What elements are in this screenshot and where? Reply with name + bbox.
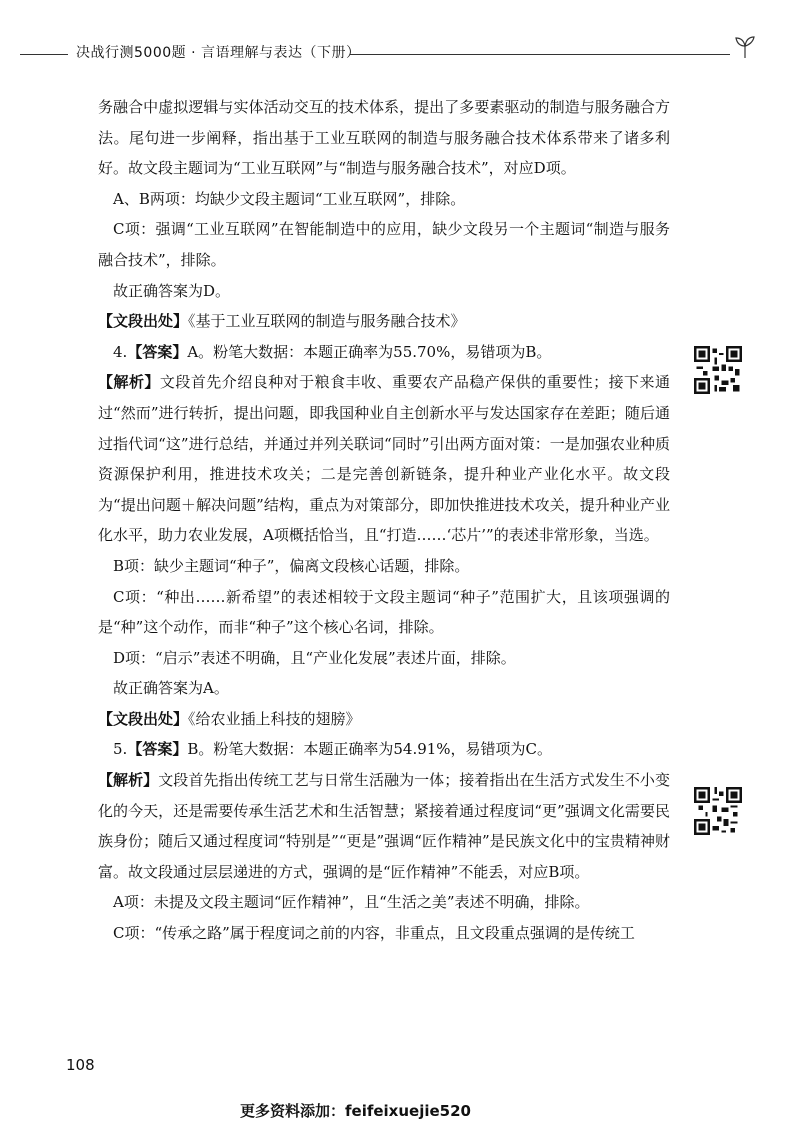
analysis-tag: 【解析】	[98, 373, 160, 392]
footer-promo: 更多资料添加：feifeixuejie520	[240, 1102, 471, 1120]
source-line	[98, 704, 670, 735]
sprout-icon	[732, 34, 758, 60]
running-header	[10, 40, 750, 70]
source-tag: 【文段出处】	[98, 709, 189, 728]
analysis-paragraph	[98, 765, 670, 887]
answer-text: A。粉笔大数据：本题正确率为55.70%，易错项为B。	[187, 342, 552, 361]
question-number: 5.	[113, 740, 128, 759]
paragraph: D项：“启示”表述不明确，且“产业化发展”表述片面，排除。	[113, 648, 516, 667]
question-number: 4.	[113, 342, 128, 361]
qr-code-icon[interactable]	[694, 346, 742, 394]
answer-tag: 【答案】	[127, 740, 188, 759]
paragraph: C项：强调“工业互联网”在智能制造中的应用，缺少文段另一个主题词“制造与服务融合技术”，排除。	[98, 220, 670, 269]
source-text: 《基于工业互联网的制造与服务融合技术》	[188, 312, 466, 331]
page-number: 108	[66, 1056, 95, 1074]
paragraph: B项：缺少主题词“种子”，偏离文段核心话题，排除。	[113, 556, 470, 575]
paragraph: 故正确答案为D。	[113, 281, 231, 300]
paragraph: C项：“传承之路”属于程度词之前的内容，非重点，且文段重点强调的是传统工	[113, 924, 635, 943]
paragraph: C项：“种出……新希望”的表述相较于文段主题词“种子”范围扩大，且该项强调的是“种”这个动作，而非“种子”这个核心名词，排除。	[98, 587, 670, 637]
source-line	[98, 306, 670, 337]
analysis-tag: 【解析】	[98, 771, 159, 790]
qr-code-icon[interactable]	[694, 787, 742, 835]
answer-tag: 【答案】	[127, 342, 188, 361]
analysis-text: 文段首先介绍良种对于粮食丰收、重要农产品稳产保供的重要性；接下来通过“然而”进行转折，提出问题，即我国种业自主创新水平与发达国家存在差距；随后通过指代词“这”进行总结，并通过并列关联词“同时”引出两方面对策：一是加强农业种质资源保护利用，推进技术攻关；二是完善创新链条，提升种业产业化水平。故文段为“提出问题＋解决问题”结构，重点为对策部分，即加快推进技术攻关，提升种业产业化水平，助力农业发展，A项概括恰当，且“打造……‘芯片’”的表述非常形象，当选。	[98, 373, 670, 545]
book-title: 决战行测5000题 · 言语理解与表达（下册）	[76, 45, 361, 61]
answer-line	[98, 734, 670, 765]
paragraph: A、B两项：均缺少文段主题词“工业互联网”，排除。	[113, 189, 466, 208]
paragraph: 故正确答案为A。	[113, 679, 229, 698]
header-rule-right	[350, 54, 730, 55]
source-text: 《给农业插上科技的翅膀》	[188, 709, 361, 728]
source-tag: 【文段出处】	[98, 312, 189, 331]
paragraph: 务融合中虚拟逻辑与实体活动交互的技术体系，提出了多要素驱动的制造与服务融合方法。尾句进一步阐释，指出基于工业互联网的制造与服务融合技术体系带来了诸多利好。故文段主题词为“工业互联网”与“制造与服务融合技术”，对应D项。	[98, 98, 670, 178]
page-body	[98, 92, 670, 949]
header-rule-left	[20, 54, 68, 55]
paragraph: A项：未提及文段主题词“匠作精神”，且“生活之美”表述不明确，排除。	[113, 893, 590, 912]
answer-line	[98, 337, 670, 368]
analysis-text: 文段首先指出传统工艺与日常生活融为一体；接着指出在生活方式发生不小变化的今天，还是需要传承生活艺术和生活智慧；紧接着通过程度词“更”强调文化需要民族身份；随后又通过程度词“特别是”“更是”强调“匠作精神”是民族文化中的宝贵精神财富。故文段通过层层递进的方式，强调的是“匠作精神”不能丢，对应B项。	[98, 771, 670, 881]
analysis-paragraph	[98, 367, 670, 551]
answer-text: B。粉笔大数据：本题正确率为54.91%，易错项为C。	[187, 740, 553, 759]
